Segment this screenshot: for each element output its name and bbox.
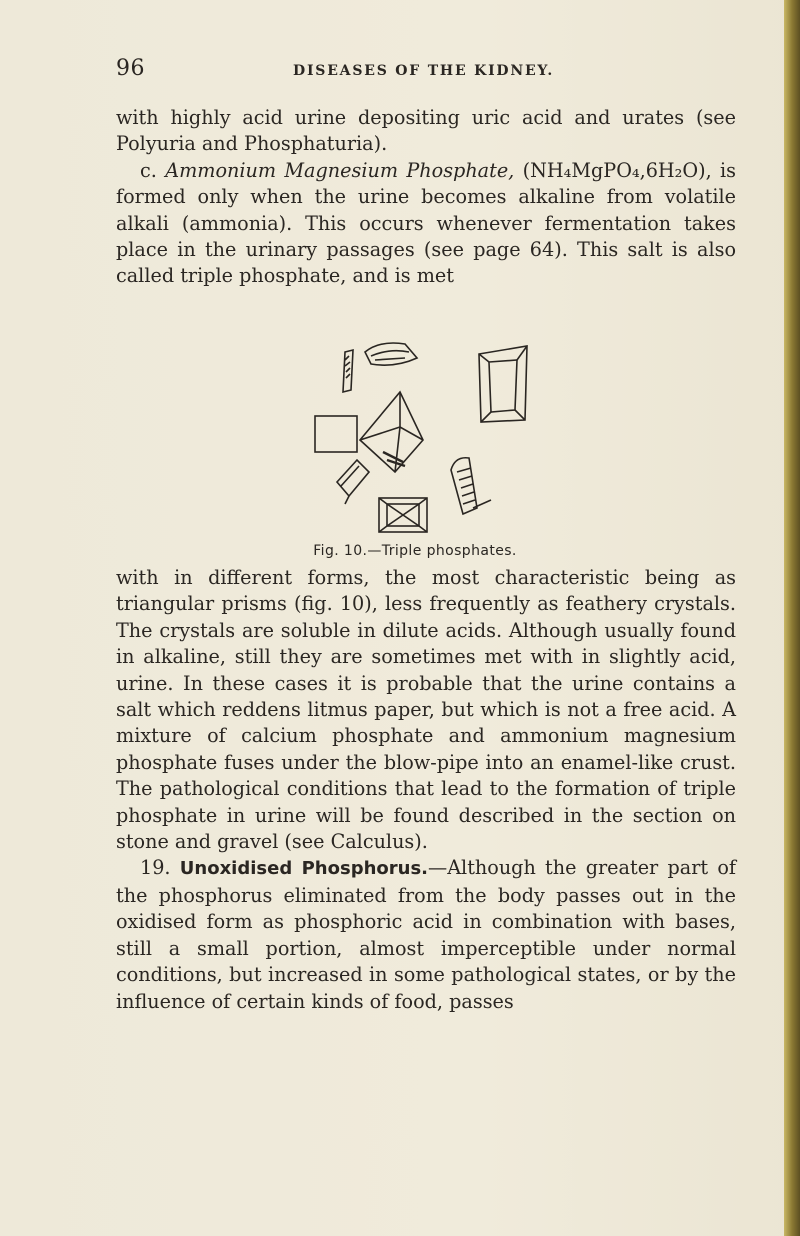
paragraph-ammonium-magnesium — [116, 158, 736, 290]
paragraph-block-top — [116, 105, 736, 290]
item-label: c. — [140, 158, 157, 182]
square-plate — [315, 416, 357, 452]
tall-prism-right — [479, 346, 527, 422]
section-number: 19. — [140, 856, 171, 880]
figure-caption — [0, 543, 800, 559]
paragraph-block-bottom — [116, 565, 736, 1015]
feathery-crystal-small — [343, 350, 353, 392]
paragraph-unoxidised-phosphorus — [116, 855, 736, 1014]
section-heading: Unoxidised Phosphorus. — [179, 858, 429, 880]
envelope-crystal-lower — [379, 498, 427, 532]
page-edge — [784, 0, 800, 1236]
running-head: DISEASES OF THE KIDNEY. — [293, 63, 555, 79]
paragraph-triple-phosphate-forms: with in different forms, the most characteristic being as triangular prisms (fig. 10), less frequently as feathery crystals. The crystals are soluble in dilute acids. Although usually found in alkaline, still they are sometimes met with in slightly acid, urine. In these cases it is probable that the urine contains a salt which reddens litmus paper, but which is not a free acid. A mixture of calcium phosphate and ammonium magnesium phosphate fuses under the blow-pipe into an enamel-like crust. The pathological conditions that lead to the formation of triple phosphate in urine will be found described in the section on stone and gravel (see Calculus). — [116, 566, 736, 854]
section-text: —Although the greater part of the phosphorus eliminated from the body passes out in the oxidised form as phosphoric acid in combination with bases, still a small portion, almost imperceptible under normal conditions, but increased in some pathological states, or by the influence of certain kinds of food, passes — [116, 856, 736, 1013]
page-number: 96 — [116, 56, 145, 81]
paragraph-continuation: with highly acid urine depositing uric acid and urates (see Polyuria and Phosphaturia). — [116, 106, 736, 156]
item-text: is formed only when the urine becomes alkaline from volatile alkali (ammonia). This occurs whenever fermentation takes place in the urinary passages (see page 64). This salt is also called triple phosphate, and is met — [116, 158, 737, 288]
triangular-prism-center — [360, 392, 423, 472]
coffin-lid-prism-top — [365, 343, 417, 365]
crystal-illustration — [305, 332, 535, 542]
small-prism-lower-left — [337, 460, 369, 504]
feathery-crystal-lower-right — [451, 458, 491, 514]
chemical-formula: (NH₄MgPO₄,6H₂O), — [522, 158, 712, 182]
figure-caption-text: Fig. 10.—Triple phosphates. — [313, 543, 517, 559]
figure-triple-phosphates — [305, 332, 535, 542]
item-title: Ammonium Magnesium Phosphate, — [165, 158, 515, 182]
